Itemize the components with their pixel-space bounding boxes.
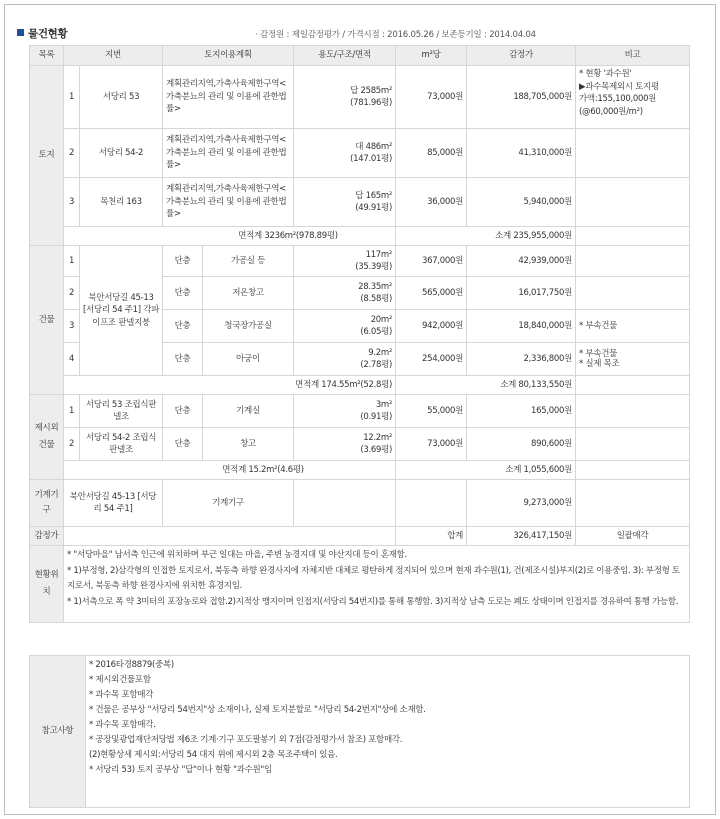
reference-line: (2)현황상세 제시외:서당리 54 대지 위에 제시외 2층 목조주택이 있음. bbox=[89, 750, 338, 760]
building-summary-row bbox=[30, 376, 690, 395]
row-number: 2 bbox=[64, 129, 80, 178]
building-address: 북안서당길 45-13 [서당리 54 주1] 각파이프조 판넬지붕 bbox=[80, 246, 163, 376]
reference-line: * 공장및광업재단저당법 제6조 기계·기구 포도팔봉기 외 7점(감정평가서 참조) 포함매각. bbox=[89, 735, 403, 745]
land-subtotal: 소계 235,955,000원 bbox=[396, 227, 576, 246]
extra-summary-row bbox=[30, 461, 690, 480]
lot-number: 서당리 53 조립식판넬조 bbox=[80, 395, 163, 428]
building-use: 가공실 등 bbox=[203, 246, 294, 277]
reference-line: * 과수목 포함매각. bbox=[89, 720, 156, 730]
empty-cell bbox=[64, 527, 396, 546]
unit-price: 942,000원 bbox=[396, 310, 467, 343]
unit-price: 85,000원 bbox=[396, 129, 467, 178]
table-row bbox=[30, 480, 690, 527]
note-line: ▶과수목제외시 토지평 bbox=[579, 81, 659, 92]
land-use-plan: 계획관리지역,가축사육제한구역<가축분뇨의 관리 및 이용에 관한법률> bbox=[163, 66, 294, 129]
col-header-lot: 지번 bbox=[64, 46, 163, 66]
floor: 단층 bbox=[163, 246, 203, 277]
appraised-value: 165,000원 bbox=[467, 395, 576, 428]
col-header-plan: 토지이용계획 bbox=[163, 46, 294, 66]
col-header-unit-price: m²당 bbox=[396, 46, 467, 66]
note-cell bbox=[576, 428, 690, 461]
table-row bbox=[30, 428, 690, 461]
area-primary: 12.2m² bbox=[363, 432, 393, 443]
land-label: 토지 bbox=[30, 66, 64, 246]
unit-price: 367,000원 bbox=[396, 246, 467, 277]
note-cell bbox=[576, 343, 690, 376]
area-primary: 20m² bbox=[370, 314, 393, 325]
reference-line: * 2016타경8879(중복) bbox=[89, 660, 174, 670]
lot-number: 서당리 54-2 조립식판넬조 bbox=[80, 428, 163, 461]
col-header-area: 용도/구조/면적 bbox=[294, 46, 396, 66]
empty-cell bbox=[576, 461, 690, 480]
appraised-value: 5,940,000원 bbox=[467, 178, 576, 227]
empty-cell bbox=[294, 480, 396, 527]
area-pyeong: (0.91평) bbox=[360, 412, 393, 422]
reference-line: * 과수목 포함매각 bbox=[89, 690, 154, 700]
reference-notes bbox=[86, 656, 690, 808]
total-label: 합계 bbox=[396, 527, 467, 546]
note-line: * 실제 목조 bbox=[579, 359, 620, 369]
appraised-value: 2,336,800원 bbox=[467, 343, 576, 376]
location-line: * "서당마을" 남서측 인근에 위치하며 부근 일대는 마을, 주변 농경지대 및 야산지대 등이 혼재함. bbox=[67, 550, 407, 560]
location-line: * 1)서측으로 폭 약 3미터의 포장농로와 접함.2)지적상 맹지이며 인접지(서당리 54번지)를 통해 통행함. 3)지적상 남측 도로는 폐도 상태이며 인접지를 경유하여 통행 가능함. bbox=[67, 596, 679, 607]
land-use-plan: 계획관리지역,가축사육제한구역<가축분뇨의 관리 및 이용에 관한법률> bbox=[163, 129, 294, 178]
area-pyeong: (6.05평) bbox=[360, 327, 393, 337]
land-summary-row bbox=[30, 227, 690, 246]
unit-price: 36,000원 bbox=[396, 178, 467, 227]
row-number: 1 bbox=[64, 246, 80, 277]
lot-number: 목천리 163 bbox=[80, 178, 163, 227]
area-pyeong: (35.39평) bbox=[355, 262, 393, 272]
floor: 단층 bbox=[163, 310, 203, 343]
floor: 단층 bbox=[163, 428, 203, 461]
empty-cell bbox=[576, 376, 690, 395]
location-label: 현황위치 bbox=[30, 546, 64, 623]
note-line: (@60,000원/m²) bbox=[579, 106, 643, 117]
building-use: 저온창고 bbox=[203, 277, 294, 310]
extra-total-area: 면적계 15.2m²(4.6평) bbox=[64, 461, 396, 480]
location-row bbox=[30, 546, 690, 623]
col-header-list: 목록 bbox=[30, 46, 64, 66]
appraisal-label: 감정가 bbox=[30, 527, 64, 546]
property-table bbox=[29, 45, 690, 623]
note-cell bbox=[576, 395, 690, 428]
row-number: 1 bbox=[64, 66, 80, 129]
building-label: 건물 bbox=[30, 246, 64, 395]
area-primary: 대 486m² bbox=[355, 141, 393, 152]
building-use: 창고 bbox=[203, 428, 294, 461]
lot-number: 서당리 54-2 bbox=[80, 129, 163, 178]
building-use: 청국장가공실 bbox=[203, 310, 294, 343]
unit-price: 73,000원 bbox=[396, 66, 467, 129]
row-number: 1 bbox=[64, 395, 80, 428]
building-use: 기계실 bbox=[203, 395, 294, 428]
floor: 단층 bbox=[163, 277, 203, 310]
appraisal-info: · 감정원 : 제일감정평가 / 가격시점 : 2016.05.26 / 보존등기일 : 2014.04.04 bbox=[255, 30, 536, 40]
table-row bbox=[30, 246, 690, 277]
machine-address: 북안서당길 45-13 [서당리 54 주1] bbox=[64, 480, 163, 527]
row-number: 3 bbox=[64, 310, 80, 343]
square-bullet-icon bbox=[17, 29, 24, 36]
empty-cell bbox=[396, 480, 467, 527]
unit-price: 565,000원 bbox=[396, 277, 467, 310]
unit-price: 55,000원 bbox=[396, 395, 467, 428]
area-pyeong: (49.91평) bbox=[355, 203, 393, 213]
unit-price: 73,000원 bbox=[396, 428, 467, 461]
machine-use: 기계기구 bbox=[163, 480, 294, 527]
sale-type-note: 일괄매각 bbox=[576, 527, 690, 546]
appraised-value: 188,705,000원 bbox=[467, 66, 576, 129]
location-description bbox=[64, 546, 690, 623]
reference-table bbox=[29, 655, 690, 808]
area-primary: 3m² bbox=[375, 399, 393, 410]
reference-line: * 제시외건물포함 bbox=[89, 675, 151, 685]
appraised-value: 16,017,750원 bbox=[467, 277, 576, 310]
note-cell bbox=[576, 277, 690, 310]
empty-cell bbox=[576, 480, 690, 527]
area-primary: 답 2585m² bbox=[350, 85, 393, 96]
land-use-plan: 계획관리지역,가축사육제한구역<가축분뇨의 관리 및 이용에 관한법률> bbox=[163, 178, 294, 227]
reference-label: 참고사항 bbox=[30, 656, 86, 808]
area-pyeong: (3.69평) bbox=[360, 445, 393, 455]
extra-building-label: 제시외건물 bbox=[30, 395, 64, 480]
appraisal-total-row bbox=[30, 527, 690, 546]
area-primary: 9.2m² bbox=[368, 347, 393, 358]
building-use: 아궁이 bbox=[203, 343, 294, 376]
table-row bbox=[30, 395, 690, 428]
area-pyeong: (781.96평) bbox=[350, 98, 393, 108]
note-line: * 현황 '과수원' bbox=[579, 69, 632, 79]
empty-cell bbox=[576, 227, 690, 246]
table-row bbox=[30, 178, 690, 227]
row-number: 2 bbox=[64, 428, 80, 461]
building-total-area: 면적계 174.55m²(52.8평) bbox=[64, 376, 396, 395]
reference-row bbox=[30, 656, 690, 808]
appraised-value: 18,840,000원 bbox=[467, 310, 576, 343]
floor: 단층 bbox=[163, 343, 203, 376]
note-cell bbox=[576, 129, 690, 178]
note-cell bbox=[576, 246, 690, 277]
area-primary: 117m² bbox=[365, 249, 393, 260]
reference-line: * 건물은 공부상 "서당리 54번지"상 소재이나, 실제 토지분할로 "서당리 54-2번지"상에 소재함. bbox=[89, 705, 426, 715]
area-primary: 28.35m² bbox=[358, 281, 393, 292]
extra-subtotal: 소계 1,055,600원 bbox=[396, 461, 576, 480]
col-header-note: 비고 bbox=[576, 46, 690, 66]
machine-value: 9,273,000원 bbox=[467, 480, 576, 527]
section-title: 물건현황 bbox=[28, 28, 68, 40]
table-row bbox=[30, 66, 690, 129]
note-cell bbox=[576, 66, 690, 129]
area-pyeong: (147.01평) bbox=[350, 154, 393, 164]
area-primary: 답 165m² bbox=[355, 190, 393, 201]
machine-label: 기계기구 bbox=[30, 480, 64, 527]
appraised-value: 890,600원 bbox=[467, 428, 576, 461]
row-number: 3 bbox=[64, 178, 80, 227]
note-line: * 부속건물 bbox=[579, 349, 618, 359]
reference-line: * 서당리 53) 토지 공부상 "답"이나 현황 "과수원"임 bbox=[89, 765, 272, 775]
note-line: 가액:155,100,000원 bbox=[579, 94, 657, 104]
note-cell: * 부속건물 bbox=[576, 310, 690, 343]
appraised-value: 42,939,000원 bbox=[467, 246, 576, 277]
row-number: 2 bbox=[64, 277, 80, 310]
location-line: * 1)부정형, 2)삼각형의 인접한 토지로서, 북동측 하향 완경사지에 자체지반 대체로 평탄하게 정지되어 있으며 현재 과수원(1), 건(제조시설)부지(2)로 이용중임. 3): 부정형 토지로서, 북동측 하향 완경사지에 위치한 휴경지임. bbox=[67, 565, 680, 591]
row-number: 4 bbox=[64, 343, 80, 376]
building-subtotal: 소계 80,133,550원 bbox=[396, 376, 576, 395]
floor: 단층 bbox=[163, 395, 203, 428]
appraised-value: 41,310,000원 bbox=[467, 129, 576, 178]
lot-number: 서당리 53 bbox=[80, 66, 163, 129]
unit-price: 254,000원 bbox=[396, 343, 467, 376]
area-pyeong: (2.78평) bbox=[360, 360, 393, 370]
note-cell bbox=[576, 178, 690, 227]
land-total-area: 면적계 3236m²(978.89평) bbox=[64, 227, 396, 246]
total-value: 326,417,150원 bbox=[467, 527, 576, 546]
col-header-value: 감정가 bbox=[467, 46, 576, 66]
table-header-row bbox=[30, 46, 690, 66]
section-header bbox=[12, 22, 712, 38]
area-pyeong: (8.58평) bbox=[360, 294, 393, 304]
table-row bbox=[30, 129, 690, 178]
